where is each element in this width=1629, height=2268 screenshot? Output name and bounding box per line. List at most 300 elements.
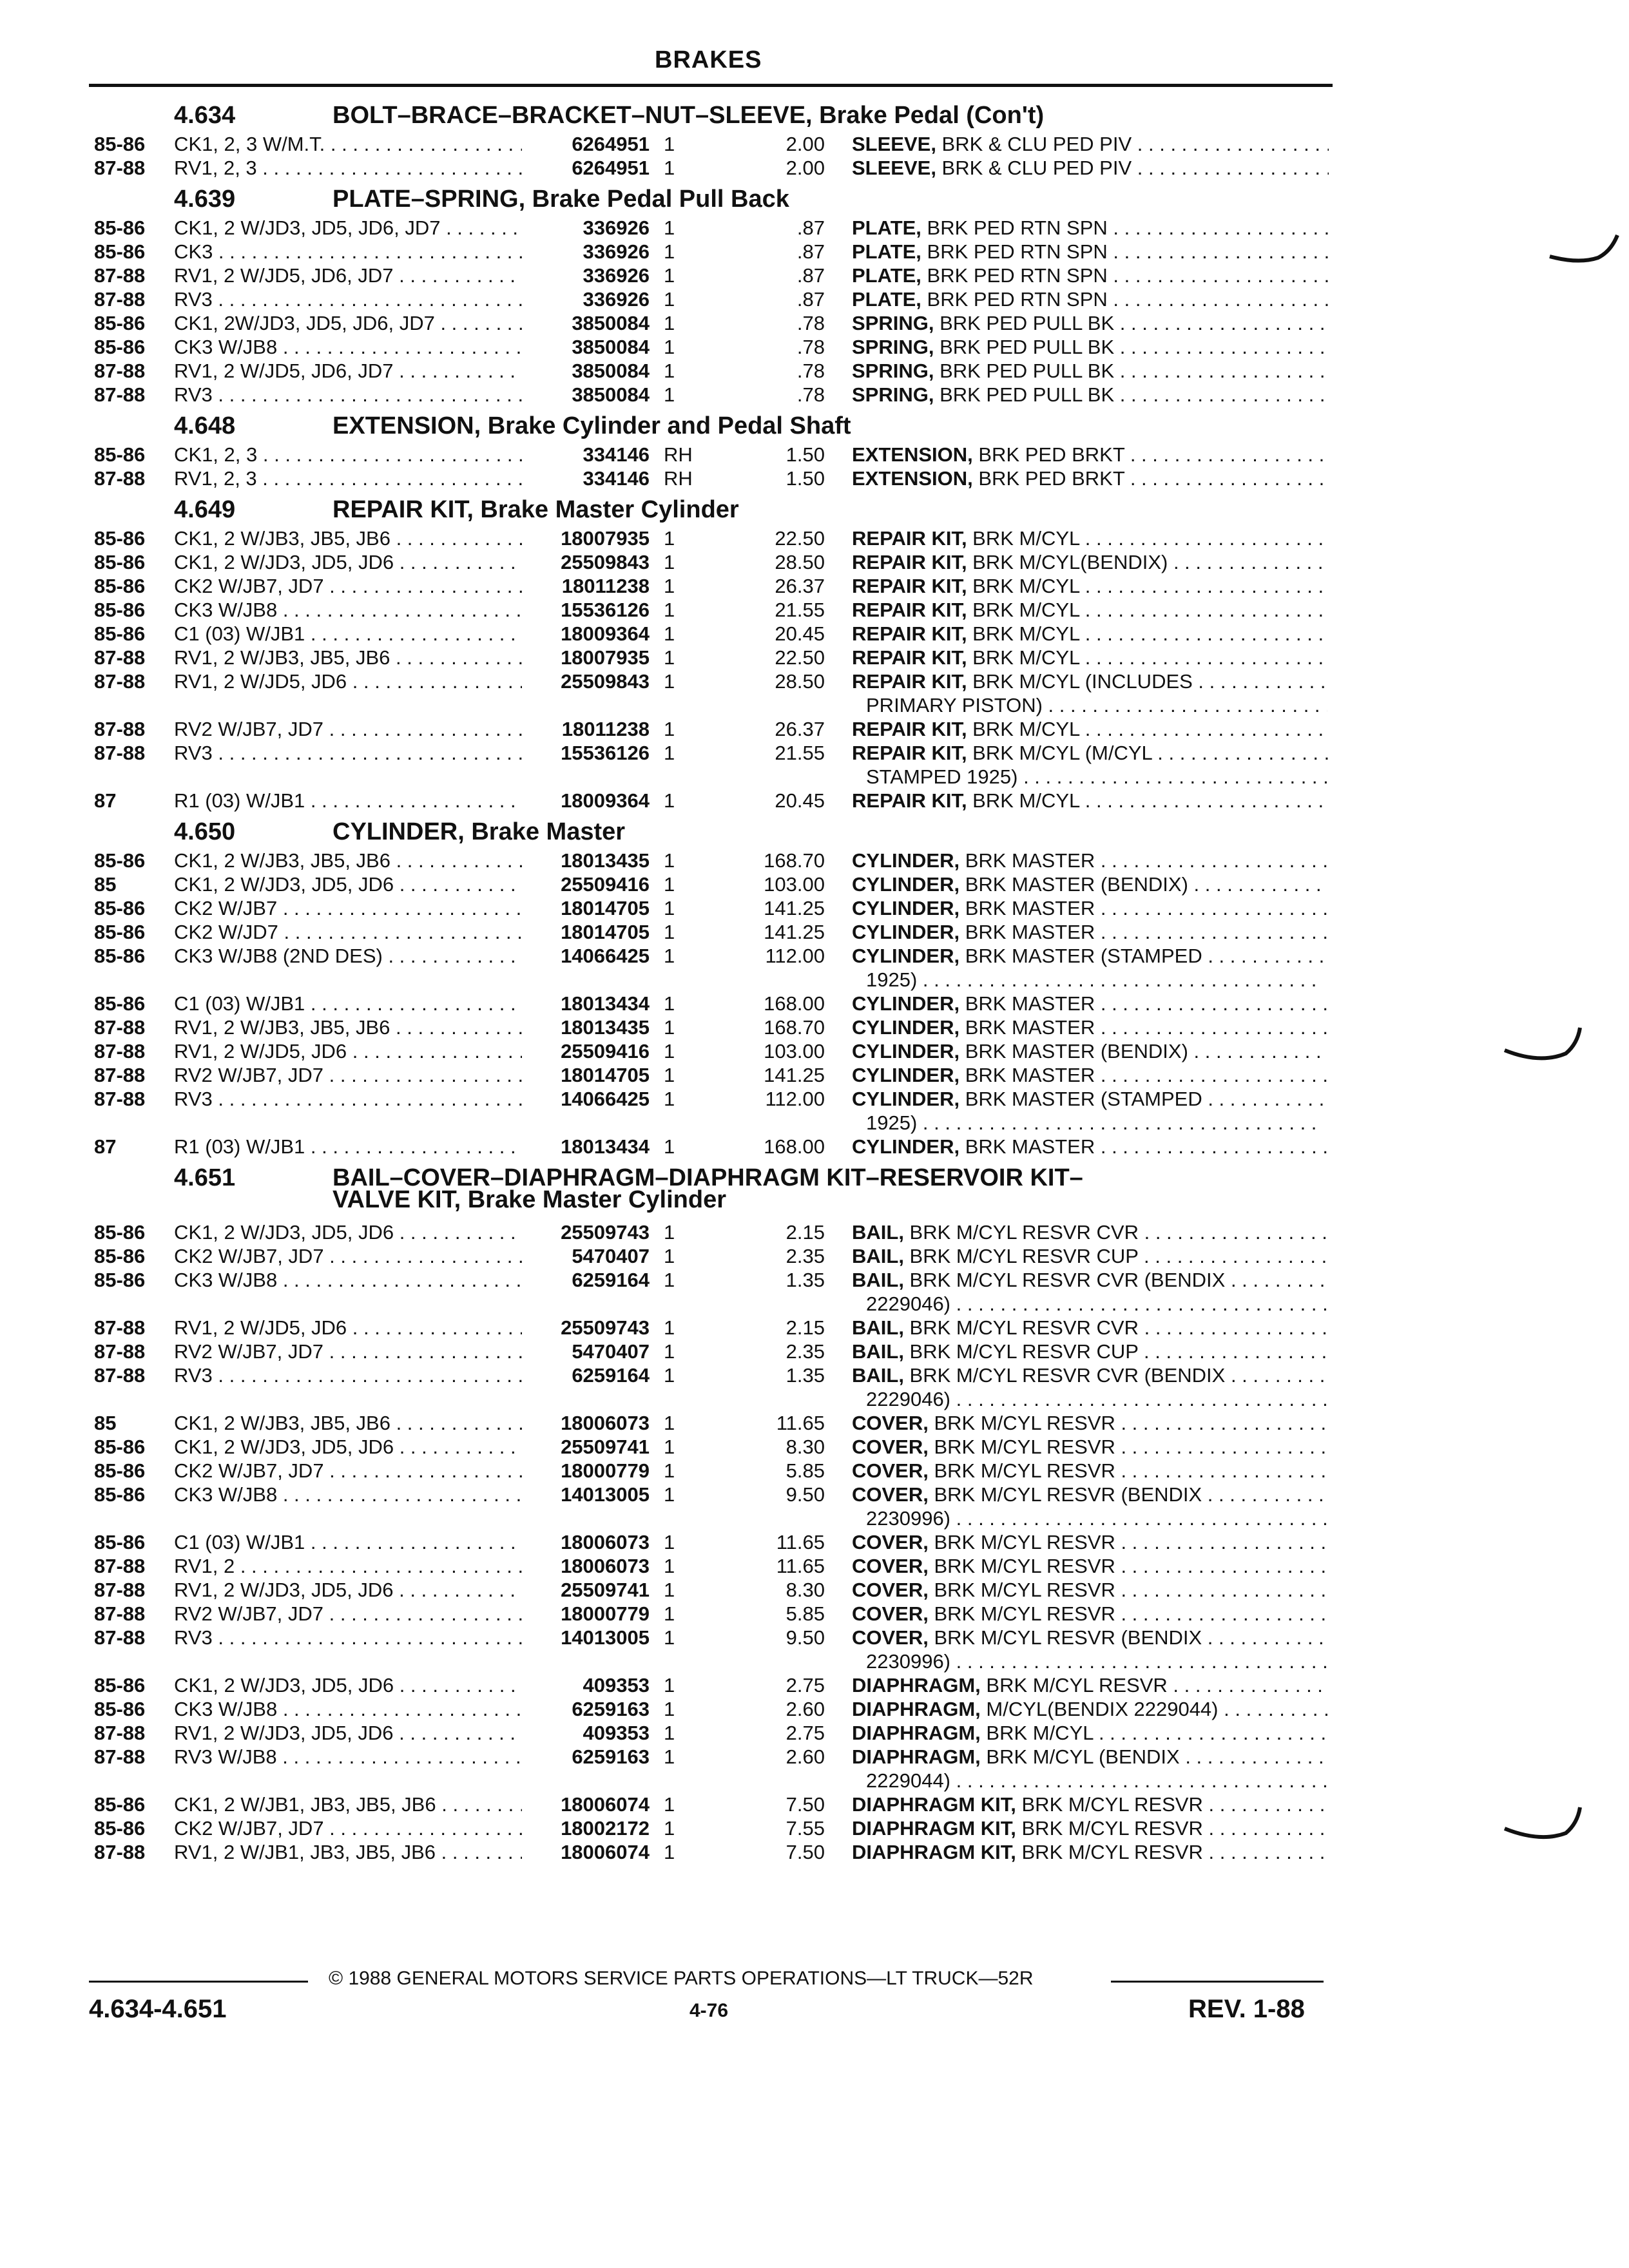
quantity: 1 [664,849,675,872]
section-range: 4.634-4.651 [89,1995,227,2023]
description-noun: PLATE, [852,240,921,263]
description [852,1745,1329,1769]
price: 21.55 [775,599,825,621]
part-row [0,157,1629,180]
part-row [0,1531,1629,1555]
application: CK1, 2 W/JD3, JD5, JD6 . . . [174,873,522,896]
price: 141.25 [764,1064,825,1086]
application: RV1, 2 W/JD5, JD6 . . . [174,670,522,693]
description-detail: BRK M/CYL RESVR [928,1459,1115,1482]
description [852,575,1329,598]
part-row [0,1674,1629,1698]
part-row [0,1221,1629,1245]
quantity: 1 [664,1459,675,1482]
quantity: 1 [664,1064,675,1086]
quantity: RH [664,467,693,490]
quantity: 1 [664,383,675,406]
section-heading [0,813,1629,849]
part-number: 14013005 [561,1483,650,1506]
application: RV1, 2 W/JD3, JD5, JD6 . . . [174,1722,522,1745]
quantity: 1 [664,789,675,812]
quantity: 1 [664,1579,675,1601]
model-years: 85-86 [94,1245,146,1267]
section-heading [0,491,1629,527]
description [852,1698,1329,1721]
page-header: BRAKES [655,46,762,73]
part-number: 5470407 [572,1245,650,1267]
copyright-line: © 1988 GENERAL MOTORS SERVICE PARTS OPERATIONS—LT TRUCK—52R [329,1968,1034,1989]
part-number: 18011238 [561,575,650,597]
description [852,264,1329,287]
price: .87 [796,240,825,263]
price: 168.70 [764,1016,825,1039]
description-noun: CYLINDER, [852,1135,960,1158]
model-years: 85-86 [94,945,146,967]
part-number: 18006073 [561,1412,650,1434]
price: 141.25 [764,897,825,919]
description-noun: EXTENSION, [852,467,973,490]
description [852,383,1329,407]
model-years: 85-86 [94,575,146,597]
description-detail: BRK PED PULL BK [934,312,1115,334]
application: CK3 W/JB8 . . . [174,599,522,622]
part-row [0,1364,1629,1412]
part-row [0,897,1629,921]
quantity: RH [664,443,693,466]
part-row [0,670,1629,718]
description [852,157,1329,180]
section-title-continued: VALVE KIT, Brake Master Cylinder [333,1186,727,1213]
model-years: 87-88 [94,383,146,406]
model-years: 87-88 [94,1841,146,1863]
model-years: 85-86 [94,1793,146,1816]
section-title: CYLINDER, Brake Master [333,818,626,845]
part-row [0,1064,1629,1088]
part-row [0,467,1629,491]
part-row [0,992,1629,1016]
application: CK2 W/JB7, JD7 . . . [174,1459,522,1483]
description-noun: EXTENSION, [852,443,973,466]
part-number: 25509416 [561,1040,650,1062]
application: CK2 W/JB7, JD7 . . . [174,1245,522,1268]
description-noun: BAIL, [852,1269,904,1291]
model-years: 87-88 [94,1040,146,1062]
description-continued: 2229046) . . . [866,1293,1327,1316]
model-years: 85-86 [94,849,146,872]
part-row [0,264,1629,288]
section-number: 4.648 [174,412,236,439]
application: CK1, 2, 3 W/M.T. . . . [174,133,522,156]
quantity: 1 [664,216,675,239]
application: RV1, 2 W/JD3, JD5, JD6 . . . [174,1579,522,1602]
part-number: 409353 [583,1722,650,1744]
quantity: 1 [664,599,675,621]
part-number: 18002172 [561,1817,650,1840]
price: 2.60 [786,1745,825,1768]
description-noun: BAIL, [852,1340,904,1363]
description-detail: BRK M/CYL (BENDIX [980,1745,1180,1768]
part-row [0,133,1629,157]
model-years: 85-86 [94,1674,146,1696]
price: 112.00 [765,1088,825,1110]
model-years: 85-86 [94,1269,146,1291]
application: RV3 . . . [174,1364,522,1387]
price: .87 [796,288,825,311]
part-number: 25509743 [561,1221,650,1244]
part-number: 336926 [583,216,650,239]
description [852,873,1329,896]
model-years: 87-88 [94,1745,146,1768]
part-row [0,336,1629,360]
part-number: 15536126 [561,599,650,621]
description-noun: SPRING, [852,336,934,358]
price: .78 [796,336,825,358]
part-row [0,646,1629,670]
application: CK1, 2, 3 . . . [174,443,522,466]
description-detail: BRK & CLU PED PIV [936,133,1132,155]
model-years: 85-86 [94,1436,146,1458]
description-detail: BRK MASTER (BENDIX) [959,873,1188,896]
description [852,1817,1329,1840]
description-detail: BRK M/CYL RESVR [928,1436,1115,1458]
description-noun: REPAIR KIT, [852,622,967,645]
description-noun: CYLINDER, [852,992,960,1015]
model-years: 87-88 [94,1340,146,1363]
part-number: 25509741 [561,1436,650,1458]
quantity: 1 [664,1316,675,1339]
price: 2.00 [786,157,825,179]
price: 11.65 [776,1555,825,1577]
description-detail: BRK PED RTN SPN [921,264,1108,287]
description-noun: SPRING, [852,383,934,406]
price: 103.00 [764,1040,825,1062]
description-noun: CYLINDER, [852,945,960,967]
price: 141.25 [764,921,825,943]
part-row [0,1040,1629,1064]
description [852,312,1329,335]
price: 2.00 [786,133,825,155]
description-detail: BRK M/CYL [967,599,1080,621]
model-years: 87-88 [94,467,146,490]
part-number: 3850084 [572,383,650,406]
model-years: 85-86 [94,312,146,334]
quantity: 1 [664,157,675,179]
description-continued: 2229046) . . . [866,1388,1327,1411]
description-noun: CYLINDER, [852,897,960,919]
part-number: 18000779 [561,1602,650,1625]
description-noun: COVER, [852,1436,929,1458]
price: .87 [796,264,825,287]
description-noun: COVER, [852,1531,929,1553]
application: RV1, 2 W/JD5, JD6 . . . [174,1040,522,1063]
part-number: 25509416 [561,873,650,896]
description-noun: BAIL, [852,1245,904,1267]
application: CK1, 2 W/JD3, JD5, JD6 . . . [174,551,522,574]
description-noun: REPAIR KIT, [852,599,967,621]
description-detail: BRK M/CYL RESVR (BENDIX [928,1483,1202,1506]
application: CK3 . . . [174,240,522,264]
application: RV1, 2 W/JB3, JB5, JB6 . . . [174,646,522,669]
description [852,789,1329,812]
description-noun: COVER, [852,1483,929,1506]
part-number: 18000779 [561,1459,650,1482]
price: 26.37 [775,718,825,740]
description-noun: REPAIR KIT, [852,789,967,812]
quantity: 1 [664,288,675,311]
description [852,1531,1329,1554]
description-noun: DIAPHRAGM, [852,1722,981,1744]
application: RV2 W/JB7, JD7 . . . [174,718,522,741]
description [852,1269,1329,1292]
part-row [0,1579,1629,1602]
price: 22.50 [775,527,825,550]
price: 5.85 [786,1459,825,1482]
description [852,1793,1329,1816]
description-noun: CYLINDER, [852,849,960,872]
application: CK3 W/JB8 . . . [174,1698,522,1721]
page-number: 4-76 [689,2000,729,2021]
description [852,360,1329,383]
description-noun: DIAPHRAGM, [852,1698,981,1720]
description-detail: BRK PED RTN SPN [921,240,1108,263]
description-detail: BRK M/CYL RESVR [928,1555,1115,1577]
price: 7.50 [786,1841,825,1863]
part-number: 25509843 [561,670,650,693]
application: CK1, 2 W/JB1, JB3, JB5, JB6 . . . [174,1793,522,1816]
description [852,133,1329,156]
quantity: 1 [664,742,675,764]
price: .78 [796,312,825,334]
model-years: 87-88 [94,1579,146,1601]
part-row [0,1602,1629,1626]
description-noun: REPAIR KIT, [852,527,967,550]
price: 103.00 [764,873,825,896]
part-row [0,789,1629,813]
application: RV3 . . . [174,288,522,311]
description-detail: BRK MASTER [959,849,1095,872]
price: 7.55 [786,1817,825,1840]
price: 168.70 [764,849,825,872]
application: RV2 W/JB7, JD7 . . . [174,1340,522,1363]
quantity: 1 [664,1135,675,1158]
model-years: 87-88 [94,646,146,669]
application: CK1, 2 W/JD3, JD5, JD6 . . . [174,1674,522,1697]
model-years: 85-86 [94,992,146,1015]
quantity: 1 [664,897,675,919]
description-noun: BAIL, [852,1364,904,1387]
part-row [0,1412,1629,1436]
description-noun: CYLINDER, [852,1040,960,1062]
part-number: 334146 [583,443,650,466]
application: RV1, 2 W/JD5, JD6, JD7 . . . [174,264,522,287]
part-number: 18013434 [561,1135,650,1158]
description [852,921,1329,944]
section-title: EXTENSION, Brake Cylinder and Pedal Shaft [333,412,851,439]
part-number: 334146 [583,467,650,490]
part-number: 6264951 [572,157,650,179]
section-title: BOLT–BRACE–BRACKET–NUT–SLEEVE, Brake Pedal (Con't) [333,102,1045,129]
application: CK2 W/JD7 . . . [174,921,522,944]
description-detail: BRK PED PULL BK [934,360,1115,382]
quantity: 1 [664,527,675,550]
description-detail: BRK M/CYL [967,622,1080,645]
description [852,1555,1329,1578]
description-noun: REPAIR KIT, [852,718,967,740]
model-years: 87 [94,789,117,812]
description-detail: BRK MASTER [959,1064,1095,1086]
section-title: PLATE–SPRING, Brake Pedal Pull Back [333,186,789,213]
application: RV3 . . . [174,1626,522,1649]
model-years: 87-88 [94,1316,146,1339]
description [852,1316,1329,1340]
description-noun: PLATE, [852,216,921,239]
part-row [0,575,1629,599]
part-number: 6259164 [572,1269,650,1291]
description-detail: BRK MASTER [959,992,1095,1015]
quantity: 1 [664,133,675,155]
description [852,670,1329,693]
part-number: 14013005 [561,1626,650,1649]
description [852,1674,1329,1697]
description [852,467,1329,490]
part-number: 25509743 [561,1316,650,1339]
description-detail: BRK M/CYL RESVR [928,1531,1115,1553]
price: 22.50 [775,646,825,669]
part-number: 18006074 [561,1841,650,1863]
model-years: 87-88 [94,1016,146,1039]
application: RV3 . . . [174,383,522,407]
part-number: 6264951 [572,133,650,155]
application: RV2 W/JB7, JD7 . . . [174,1602,522,1626]
model-years: 87-88 [94,288,146,311]
part-number: 18009364 [561,789,650,812]
part-number: 14066425 [561,1088,650,1110]
description-detail: BRK M/CYL [967,718,1080,740]
price: 5.85 [786,1602,825,1625]
quantity: 1 [664,240,675,263]
quantity: 1 [664,1793,675,1816]
description-noun: CYLINDER, [852,1016,960,1039]
description-detail: BRK MASTER (STAMPED [959,1088,1202,1110]
description-continued: PRIMARY PISTON) . . . [866,694,1327,717]
description-noun: DIAPHRAGM KIT, [852,1841,1016,1863]
price: 20.45 [775,789,825,812]
description [852,288,1329,311]
quantity: 1 [664,1817,675,1840]
model-years: 87-88 [94,742,146,764]
description-noun: COVER, [852,1579,929,1601]
price: 2.75 [786,1674,825,1696]
quantity: 1 [664,1626,675,1649]
description-noun: COVER, [852,1412,929,1434]
description-detail: BRK M/CYL (INCLUDES [967,670,1193,693]
model-years: 85-86 [94,599,146,621]
model-years: 87-88 [94,1064,146,1086]
description-detail: BRK M/CYL RESVR (BENDIX [928,1626,1202,1649]
header-rule [89,84,1333,87]
description-noun: CYLINDER, [852,1088,960,1110]
part-number: 409353 [583,1674,650,1696]
description [852,1626,1329,1649]
price: 1.35 [786,1364,825,1387]
application: C1 (03) W/JB1 . . . [174,992,522,1015]
quantity: 1 [664,1483,675,1506]
section-title: BAIL–COVER–DIAPHRAGM–DIAPHRAGM KIT–RESERVOIR KIT– [333,1164,1083,1191]
quantity: 1 [664,1016,675,1039]
part-row [0,1817,1629,1841]
section-heading [0,407,1629,443]
description-detail: BRK M/CYL [967,789,1080,812]
part-number: 6259163 [572,1698,650,1720]
application: CK3 W/JB8 . . . [174,336,522,359]
description-detail: BRK PED BRKT [972,467,1125,490]
application: CK2 W/JB7 . . . [174,897,522,920]
description-detail: BRK M/CYL [967,527,1080,550]
description-noun: BAIL, [852,1221,904,1244]
application: RV3 . . . [174,742,522,765]
description-detail: BRK PED BRKT [972,443,1125,466]
description-continued: STAMPED 1925) . . . [866,765,1327,789]
description [852,897,1329,920]
part-number: 3850084 [572,360,650,382]
model-years: 85-86 [94,216,146,239]
model-years: 85-86 [94,1483,146,1506]
description [852,1040,1329,1063]
quantity: 1 [664,1088,675,1110]
price: 8.30 [786,1579,825,1601]
part-number: 18011238 [561,718,650,740]
price: 168.00 [764,992,825,1015]
part-number: 3850084 [572,336,650,358]
quantity: 1 [664,1269,675,1291]
part-number: 18006073 [561,1531,650,1553]
quantity: 1 [664,575,675,597]
quantity: 1 [664,1555,675,1577]
description-detail: BRK M/CYL RESVR CUP [903,1340,1139,1363]
part-number: 18013434 [561,992,650,1015]
application: RV1, 2, 3 . . . [174,157,522,180]
description-detail: BRK M/CYL [980,1722,1094,1744]
model-years: 85-86 [94,1531,146,1553]
description [852,1088,1329,1111]
quantity: 1 [664,646,675,669]
description-detail: BRK M/CYL RESVR [928,1412,1115,1434]
description-detail: BRK MASTER [959,921,1095,943]
model-years: 85-86 [94,1698,146,1720]
description [852,1841,1329,1864]
parts-list [0,97,1629,1865]
price: 2.60 [786,1698,825,1720]
section-heading [0,97,1629,133]
description-noun: PLATE, [852,288,921,311]
application: C1 (03) W/JB1 . . . [174,1531,522,1554]
quantity: 1 [664,336,675,358]
model-years: 87-88 [94,1088,146,1110]
quantity: 1 [664,1602,675,1625]
description [852,1579,1329,1602]
section-number: 4.651 [174,1164,236,1191]
quantity: 1 [664,992,675,1015]
description-noun: REPAIR KIT, [852,551,967,573]
part-row [0,742,1629,789]
part-number: 18006074 [561,1793,650,1816]
description-continued: 1925) . . . [866,1111,1327,1135]
description [852,1364,1329,1387]
model-years: 87-88 [94,157,146,179]
model-years: 87-88 [94,718,146,740]
description-detail: BRK M/CYL [967,646,1080,669]
application: R1 (03) W/JB1 . . . [174,1135,522,1158]
